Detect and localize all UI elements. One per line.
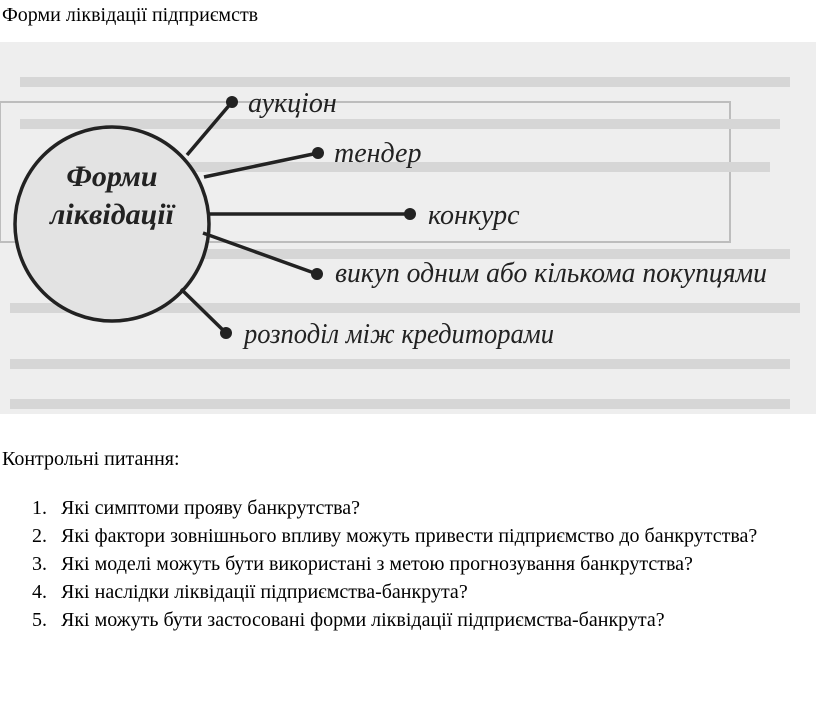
page-heading: Форми ліквідації підприємств (2, 4, 259, 26)
question-text: Які фактори зовнішнього впливу можуть привести підприємство до банкрутства? (61, 525, 758, 547)
liquidation-forms-diagram (0, 42, 816, 414)
branch-label-tender: тендер (334, 138, 422, 169)
branch-dot (220, 327, 232, 339)
question-number: 4. (32, 581, 47, 603)
question-item (0, 578, 800, 606)
question-item (0, 494, 800, 522)
questions-title: Контрольні питання: (2, 448, 180, 470)
branch-label-creditors: розподіл між кредиторами (242, 319, 554, 350)
branch-label-auction: аукціон (248, 88, 337, 119)
question-text: Які симптоми прояву банкрутства? (61, 497, 361, 519)
branch-dot (404, 208, 416, 220)
center-label-line1: Форми (66, 160, 158, 193)
branch-dot (226, 96, 238, 108)
question-number: 5. (32, 609, 47, 631)
question-item (0, 522, 800, 550)
question-number: 2. (32, 525, 47, 547)
branch-dot (311, 268, 323, 280)
question-item (0, 550, 800, 578)
question-text: Які наслідки ліквідації підприємства-банкрута? (61, 581, 468, 603)
question-number: 1. (32, 497, 47, 519)
branch-label-buyout: викуп одним або кількома покупцями (335, 258, 767, 289)
question-number: 3. (32, 553, 47, 575)
branch-label-contest: конкурс (428, 200, 520, 231)
question-text: Які можуть бути застосовані форми ліквідації підприємства-банкрута? (61, 609, 665, 631)
center-label-line2: ліквідації (50, 198, 174, 231)
branch-dot (312, 147, 324, 159)
question-item (0, 606, 800, 634)
questions-list (0, 494, 800, 634)
question-text: Які моделі можуть бути використані з метою прогнозування банкрутства? (61, 553, 693, 575)
